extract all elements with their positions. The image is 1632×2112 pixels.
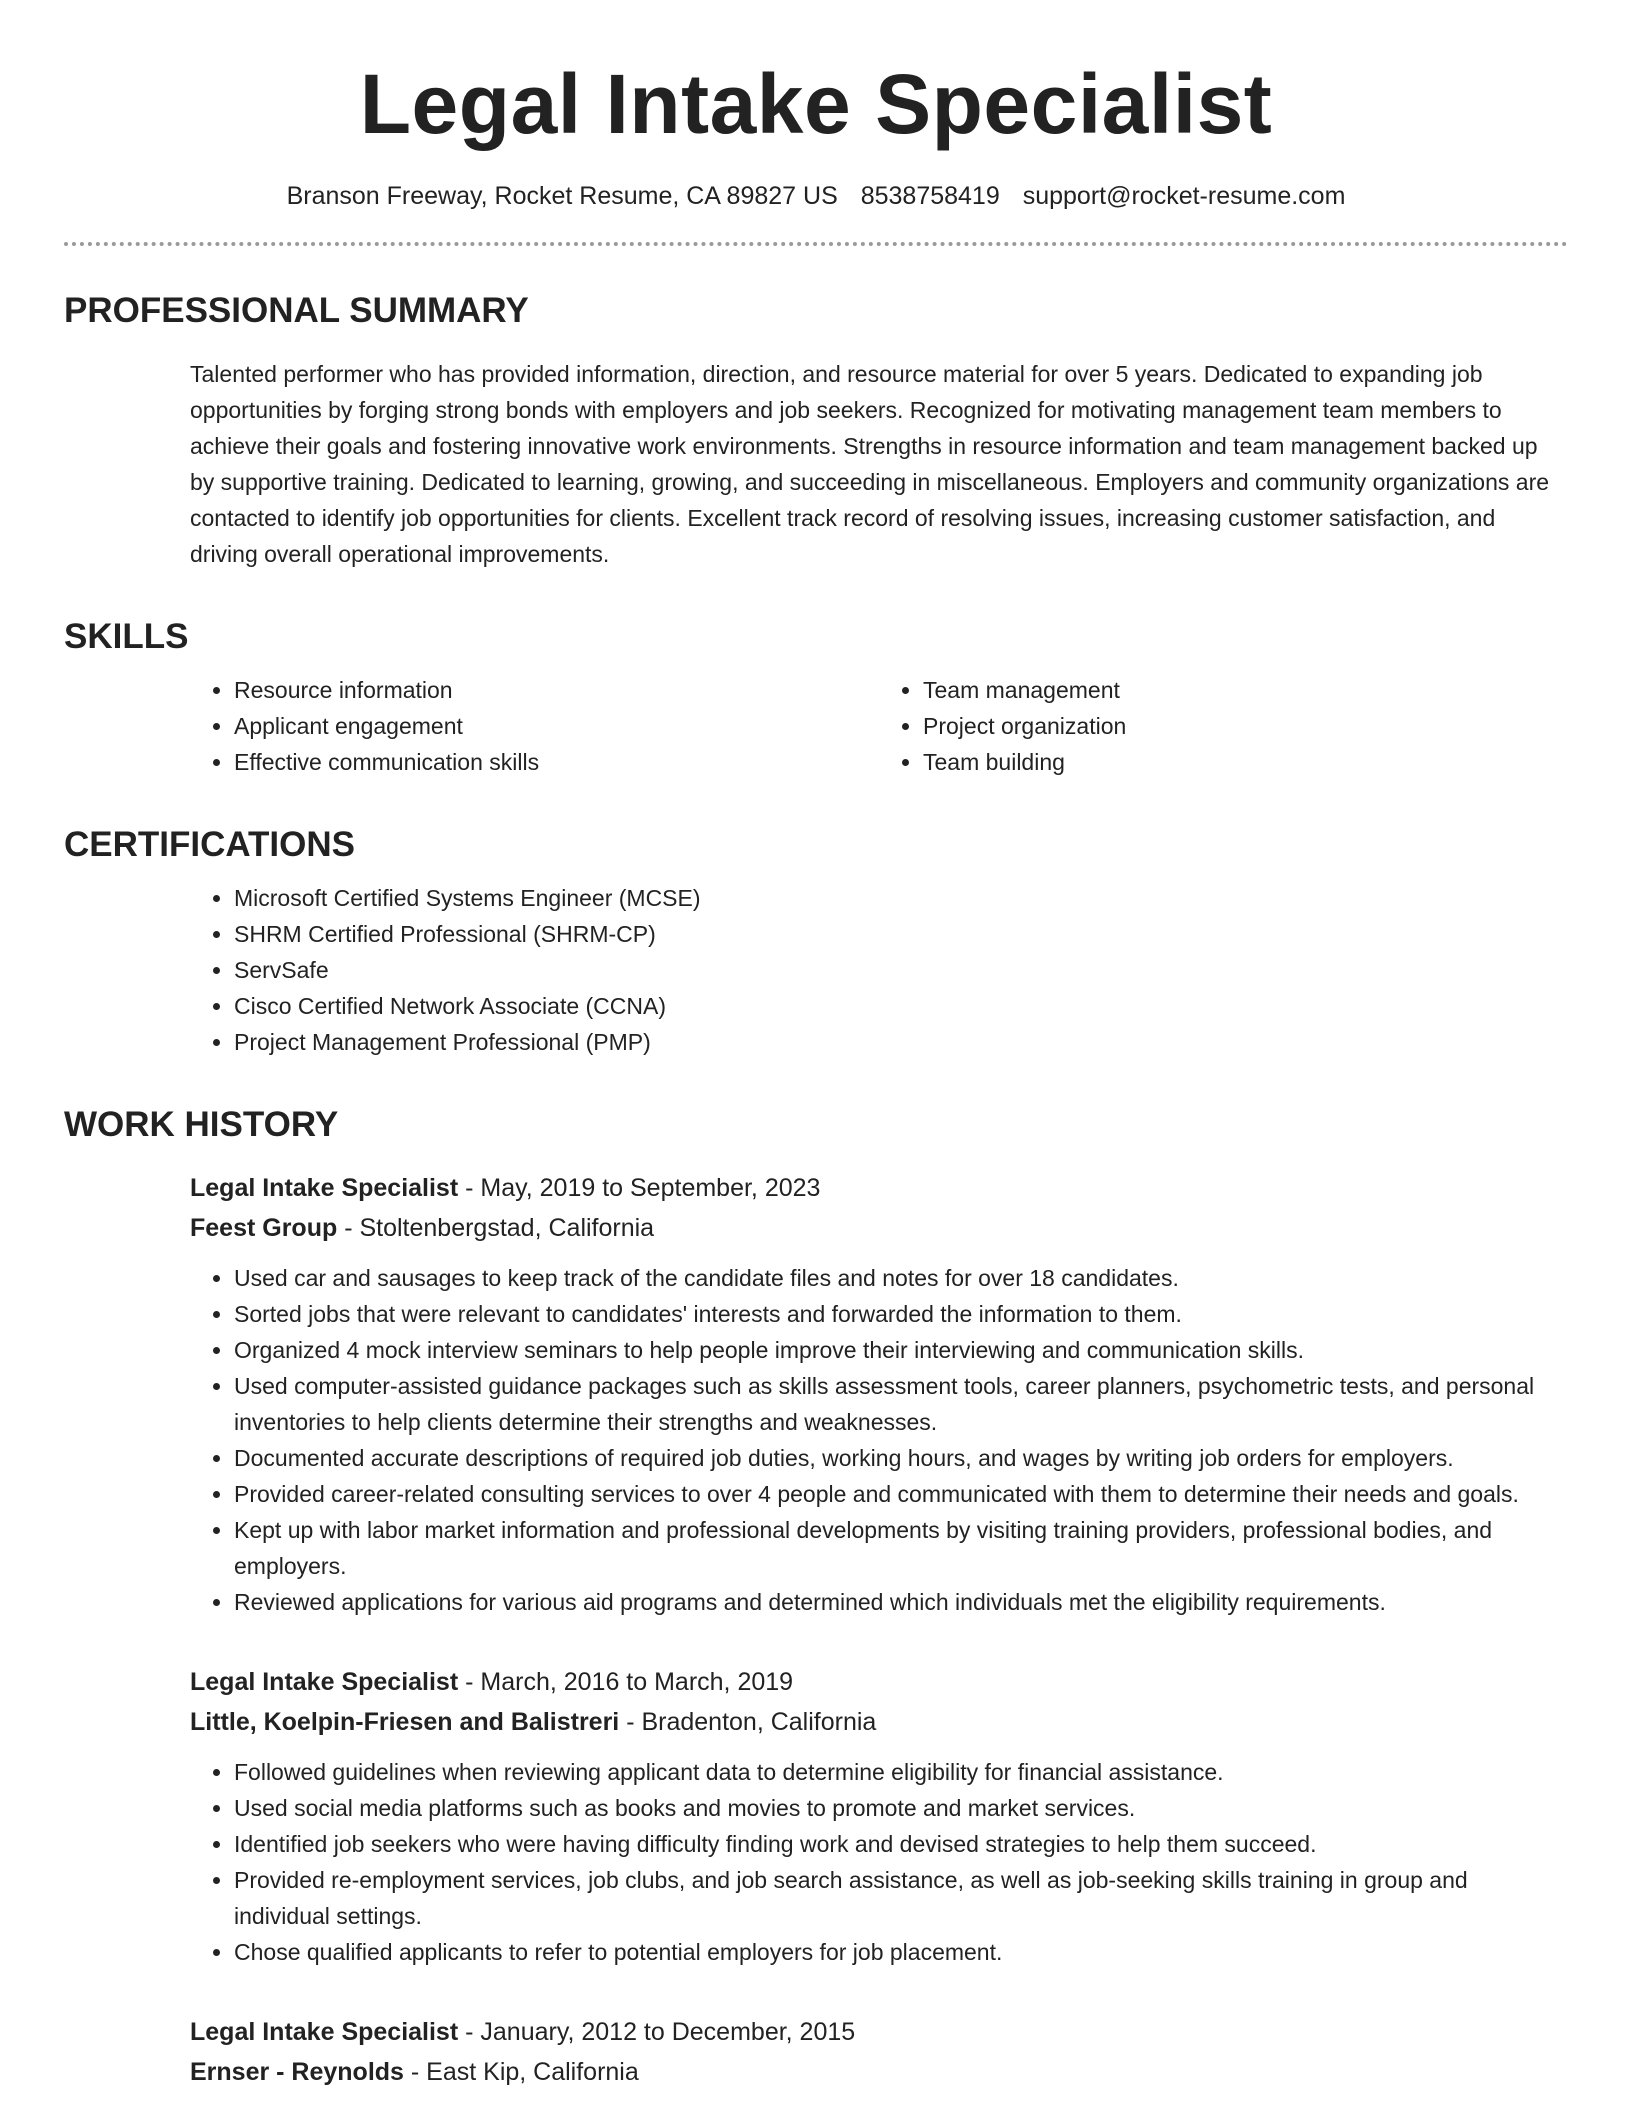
job-bullet: • Organized 4 mock interview seminars to help people improve their interviewing and communication skills. (234, 1332, 1568, 1368)
job-dates: - March, 2016 to March, 2019 (458, 1668, 794, 1696)
skills-heading: SKILLS (64, 617, 189, 656)
contact-address: Branson Freeway, Rocket Resume, CA 89827 US (286, 182, 838, 210)
job-bullet: • Used social media platforms such as books and movies to promote and market services. (234, 1790, 1568, 1826)
certification-item: • SHRM Certified Professional (SHRM-CP) (234, 916, 1568, 952)
contact-email: support@rocket-resume.com (1022, 182, 1346, 210)
job-bullets (190, 1754, 1568, 1970)
job-bullets (190, 1260, 1568, 1620)
job-company: Little, Koelpin-Friesen and Balistreri (190, 1708, 620, 1736)
job-location: - Bradenton, California (619, 1708, 877, 1736)
job-title-line (190, 1168, 1568, 1208)
job-bullet: • Used computer-assisted guidance packages such as skills assessment tools, career planners, psychometric tests, and personal inventories to help clients determine their strengths and weaknesses. (234, 1368, 1568, 1440)
job-role: Legal Intake Specialist (190, 1174, 459, 1202)
skill-item: • Team building (923, 744, 1568, 780)
job-dates: - May, 2019 to September, 2023 (458, 1174, 821, 1202)
summary-heading: PROFESSIONAL SUMMARY (64, 291, 529, 330)
work-history-list (64, 1168, 1568, 2092)
skill-item: • Effective communication skills (234, 744, 879, 780)
certification-item: • Microsoft Certified Systems Engineer (MCSE) (234, 880, 1568, 916)
certification-item: • Project Management Professional (PMP) (234, 1024, 1568, 1060)
skill-item: • Applicant engagement (234, 708, 879, 744)
job-bullet: • Documented accurate descriptions of required job duties, working hours, and wages by writing job orders for employers. (234, 1440, 1568, 1476)
job-bullet: • Reviewed applications for various aid programs and determined which individuals met the eligibility requirements. (234, 1584, 1568, 1620)
skill-item: • Team management (923, 672, 1568, 708)
job-bullet: • Identified job seekers who were having difficulty finding work and devised strategies to help them succeed. (234, 1826, 1568, 1862)
job-bullet: • Followed guidelines when reviewing applicant data to determine eligibility for financial assistance. (234, 1754, 1568, 1790)
job-title-line (190, 2012, 1568, 2052)
job-bullet: • Kept up with labor market information and professional developments by visiting training providers, professional bodies, and employers. (234, 1512, 1568, 1584)
contact-phone: 8538758419 (860, 182, 1000, 210)
skill-item: • Project organization (923, 708, 1568, 744)
job-company-line (190, 1208, 1568, 1248)
job-location: - Stoltenbergstad, California (337, 1214, 655, 1242)
job-dates: - January, 2012 to December, 2015 (458, 2018, 856, 2046)
job-title-line (190, 1662, 1568, 1702)
skills-column-right (879, 672, 1568, 780)
work-history-heading: WORK HISTORY (64, 1105, 339, 1144)
summary-text: Talented performer who has provided information, direction, and resource material for over 5 years. Dedicated to expanding job opportunities by forging strong bonds with employers and job seekers. Recognized for motivating management team members to achieve their goals and fostering innovative work environments. Strengths in resource information and team management backed up by supportive training. Dedicated to learning, growing, and succeeding in miscellaneous. Employers and community organizations are contacted to identify job opportunities for clients. Excellent track record of resolving issues, increasing customer satisfaction, and driving overall operational improvements. (190, 361, 1550, 567)
job-bullet: • Used car and sausages to keep track of the candidate files and notes for over 18 candidates. (234, 1260, 1568, 1296)
job-location: - East Kip, California (403, 2058, 639, 2086)
contact-line (64, 180, 1568, 212)
job-company-line (190, 1702, 1568, 1742)
skills-column-left (190, 672, 879, 780)
job-role: Legal Intake Specialist (190, 1668, 459, 1696)
job-role: Legal Intake Specialist (190, 2018, 459, 2046)
job-bullet: • Sorted jobs that were relevant to candidates' interests and forwarded the information to them. (234, 1296, 1568, 1332)
certification-item: • ServSafe (234, 952, 1568, 988)
job-bullet: • Chose qualified applicants to refer to potential employers for job placement. (234, 1934, 1568, 1970)
certifications-list (64, 880, 1568, 1060)
certifications-heading: CERTIFICATIONS (64, 825, 356, 864)
header-divider (64, 242, 1568, 246)
job-entry (190, 2012, 1568, 2092)
job-company-line (190, 2052, 1568, 2092)
candidate-name: Legal Intake Specialist (359, 57, 1273, 151)
job-entry (190, 1168, 1568, 1620)
job-company: Feest Group (190, 1214, 338, 1242)
certification-item: • Cisco Certified Network Associate (CCNA) (234, 988, 1568, 1024)
job-bullet: • Provided re-employment services, job clubs, and job search assistance, as well as job-seeking skills training in group and individual settings. (234, 1862, 1568, 1934)
skill-item: • Resource information (234, 672, 879, 708)
job-bullet: • Provided career-related consulting services to over 4 people and communicated with them to determine their needs and goals. (234, 1476, 1568, 1512)
certifications-ul (190, 880, 1568, 1060)
job-company: Ernser - Reynolds (190, 2058, 404, 2086)
skills-list (64, 658, 1568, 780)
job-entry (190, 1662, 1568, 1970)
